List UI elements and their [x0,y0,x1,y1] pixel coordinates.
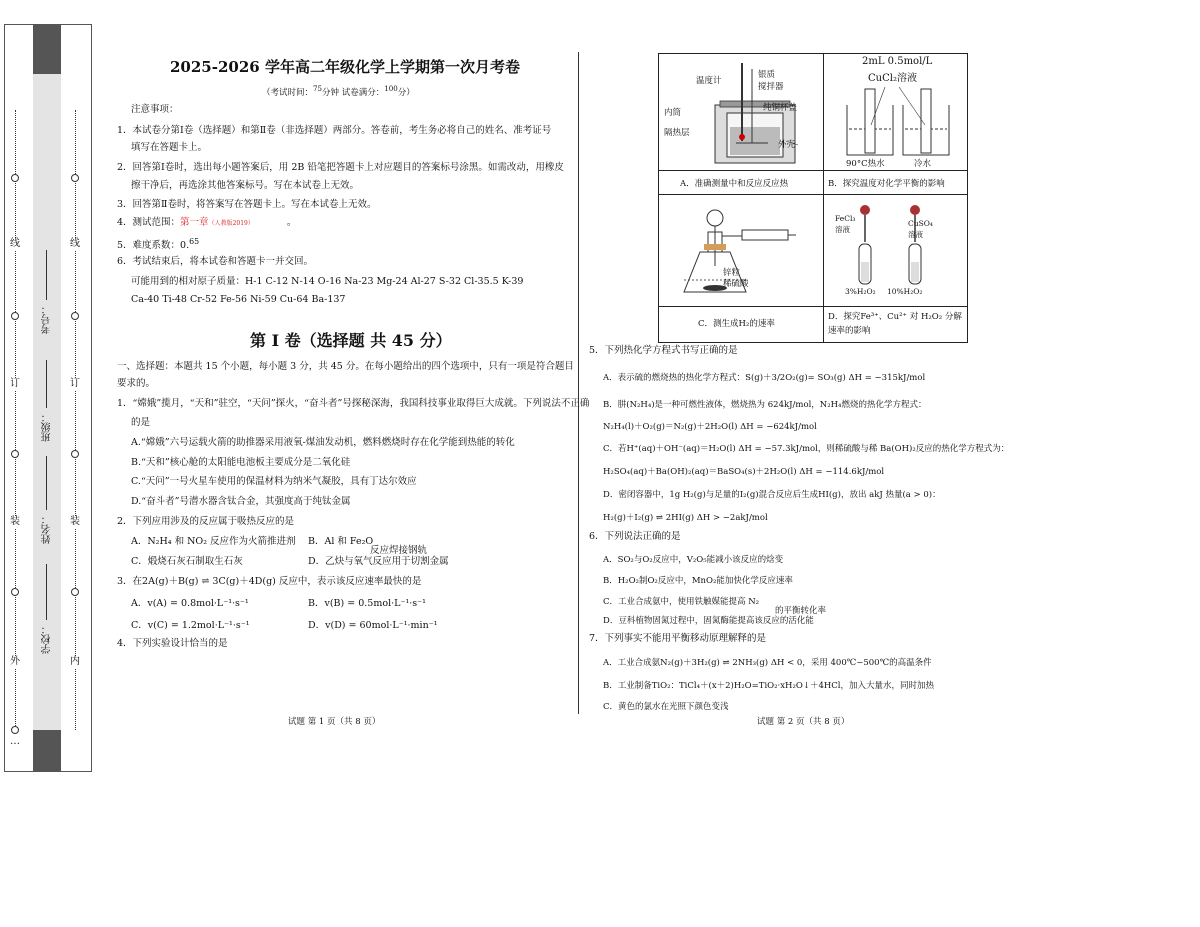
q7-option-c: C．黄色的氯水在光照下颜色变浅 [603,702,729,712]
note-5 [117,236,199,252]
field-name-label: 姓名： [42,514,53,544]
label-h2o2-3pct: 3%H₂O₂ [845,287,876,296]
calorimeter-diagram [660,55,822,169]
field-school-line[interactable] [46,564,47,620]
label-lid: 纯铜杯盖 [763,103,798,113]
q5-option-d-equation: H₂(g)＋I₂(g) ⇌ 2HI(g) ΔH > −2akJ/mol [603,513,768,523]
q5-option-a: A．表示硫的燃烧热的热化学方程式：S(g)＋3/2O₂(g)= SO₃(g) ΔH = −315kJ/mol [603,373,926,383]
note-4-range-small: （人教版2019） [208,220,251,227]
label-cuso4-solution: 溶液 [908,230,923,239]
q7-option-a: A．工业合成氨N₂(g)＋3H₂(g) ⇌ 2NH₃(g) ΔH < 0，采用 400℃~500℃的高温条件 [603,658,932,668]
field-class-label: 班级： [42,412,53,442]
bind-hole-7 [71,312,79,320]
q3-option-b: B．v(B) = 0.5mol·L⁻¹·s⁻¹ [308,598,426,609]
q2-option-b-cont: 反应焊接钢轨 [370,545,428,556]
q1-option-a: A.“嫦娥”六号运载火箭的助推器采用液氧-煤油发动机，燃料燃烧时存在化学能到热能的转化 [131,437,515,448]
q6-option-b: B．H₂O₂制O₂反应中，MnO₂能加快化学反应速率 [603,576,793,586]
exam-score-end: 分） [397,87,415,98]
calorimeter-liquid [730,127,780,155]
label-stirrer-2: 搅拌器 [758,82,784,92]
notes-heading: 注意事项： [131,104,179,115]
table-rule-1 [658,170,968,171]
option-b-caption: B．探究温度对化学平衡的影响 [828,179,945,189]
bind-hole-1 [11,174,19,182]
q5-option-b-equation: N₂H₄(l)＋O₂(g)＝N₂(g)＋2H₂O(l) ΔH = −624kJ/mol [603,422,817,432]
note-4-label: 4．测试范围： [117,217,181,228]
exam-score: 100 [384,84,398,93]
label-zinc: 锌粒 [723,268,741,278]
q5-option-d: D．密闭容器中，1g H₂(g)与足量的I₂(g)混合反应后生成HI(g)，放出 akJ 热量(a > 0)： [603,490,941,500]
inner-label-order: 订 [70,378,80,389]
section-intro-2: 要求的。 [117,378,156,389]
field-name-line[interactable] [46,456,47,510]
label-dilute-acid: 稀硫酸 [723,279,749,289]
q1-option-c: C.“天问”一号火星车使用的保温材料为纳米气凝胶，具有丁达尔效应 [131,476,417,487]
table-rule-2 [658,194,968,195]
q6-option-c-cont: 的平衡转化率 [775,606,827,616]
option-a-caption: A．准确测量中和反应反应热 [680,179,789,189]
label-inner-cup: 内筒 [664,108,682,118]
label-hot-water: 90°C热水 [846,159,885,169]
outer-cut-line [15,110,16,730]
label-fecl3: FeCl₃ [835,214,856,223]
inner-label-in: 内 [70,656,80,667]
column-divider [578,52,579,714]
exam-title: 2025-2026 学年高二年级化学上学期第一次月考卷 [170,58,520,76]
bind-hole-8 [71,450,79,458]
q5-option-c-equation: H₂SO₄(aq)＋Ba(OH)₂(aq)＝BaSO₄(s)＋2H₂O(l) ΔH = −114.6kJ/mol [603,467,885,477]
q2-option-c: C．煅烧石灰石制取生石灰 [131,556,243,567]
q2-stem: 2．下列应用涉及的反应属于吸热反应的是 [117,516,295,527]
outer-label-order: 订 [10,378,20,389]
inner-label-line: 线 [70,238,80,249]
q5-option-c: C．若H⁺(aq)＋OH⁻(aq)＝H₂O(l) ΔH = −57.3kJ/mol，则稀硫酸与稀 Ba(OH)₂反应的热化学方程式为： [603,444,1010,454]
field-exam-id-line[interactable] [46,250,47,300]
binding-dark-block-bottom [33,730,61,772]
atomic-masses-1: 可能用到的相对原子质量：H-1 C-12 N-14 O-16 Na-23 Mg-24 Al-27 S-32 Cl-35.5 K-39 [131,276,524,287]
q1-option-b: B.“天和”核心舱的太阳能电池板主要成分是二氧化硅 [131,457,351,468]
bind-hole-3 [11,450,19,458]
table-rule-3 [658,306,968,307]
q4-stem: 4．下列实验设计恰当的是 [117,638,228,649]
q5-stem: 5．下列热化学方程式书写正确的是 [589,345,738,356]
note-5-value: 65 [189,237,200,246]
q7-stem: 7．下列事实不能用平衡移动原理解释的是 [589,633,767,644]
bind-hole-9 [71,588,79,596]
label-shell: 外壳 [778,140,796,150]
section-intro-1: 一、选择题：本题共 15 个小题，每小题 3 分，共 45 分。在每小题给出的四个选项中，只有一项是符合题目 [117,361,574,372]
note-3: 3．回答第Ⅱ卷时，将答案写在答题卡上。写在本试卷上无效。 [117,199,377,210]
q2-option-b: B．Al 和 Fe₂O [308,536,374,547]
exam-time: 75 [313,84,323,93]
table-vertical-rule [823,53,824,343]
bind-hole-5 [11,726,19,734]
dropping-funnel [707,210,723,226]
note-1b: 填写在答题卡上。 [131,142,208,153]
q3-option-a: A．v(A) = 0.8mol·L⁻¹·s⁻¹ [131,598,249,609]
note-1: 1．本试卷分第Ⅰ卷（选择题）和第Ⅱ卷（非选择题）两部分。答卷前，考生务必将自己的姓名、准考证号 [117,125,552,136]
label-cucl2: CuCl₂溶液 [868,73,917,84]
q2-option-a: A．N₂H₄ 和 NO₂ 反应作为火箭推进剂 [131,536,296,547]
q6-stem: 6．下列说法正确的是 [589,531,681,542]
stopper [704,244,726,250]
option-d-caption-1: D．探究Fe³⁺、Cu²⁺ 对 H₂O₂ 分解 [828,312,962,322]
q5-option-b: B．肼(N₂H₄)是一种可燃性液体，燃烧热为 624kJ/mol，N₂H₄燃烧的热化学方程式： [603,400,927,410]
label-insulation: 隔热层 [664,128,690,138]
option-c-caption: C．测生成H₂的速率 [698,319,775,329]
page1-footer: 试题 第 1 页（共 8 页） [288,717,381,727]
dropper-bulb-fe [860,205,870,215]
bind-hole-6 [71,174,79,182]
q6-option-d: D．豆科植物固氮过程中，固氮酶能提高该反应的活化能 [603,616,814,626]
q3-option-c: C．v(C) = 1.2mol·L⁻¹·s⁻¹ [131,620,250,631]
label-stirrer-1: 银质 [758,70,776,80]
q7-option-b: B．工业制备TiO₂：TiCl₄＋(x＋2)H₂O=TiO₂·xH₂O↓＋4HCl，加入大量水，同时加热 [603,681,934,691]
label-cold-water: 冷水 [914,159,932,169]
outer-label-line: 线 [10,238,20,249]
binding-dark-block-top [33,24,61,74]
note-2: 2．回答第Ⅰ卷时，选出每小题答案后，用 2B 铅笔把答题卡上对应题目的答案标号涂黑。如需改动，用橡皮 [117,162,564,173]
note-4-range: 第一章 [180,217,209,228]
bind-hole-2 [11,312,19,320]
bind-hole-4 [11,588,19,596]
tube-fe-liquid [861,262,869,282]
label-thermometer: 温度计 [696,76,722,86]
label-fecl3-solution: 溶液 [835,225,850,234]
q1-option-d: D.“奋斗者”号潜水器含钛合金，其强度高于纯钛金属 [131,496,351,507]
option-d-caption-2: 速率的影响 [828,326,871,336]
dropper-bulb-cu [910,205,920,215]
note-2b: 擦干净后，再选涂其他答案标号。写在本试卷上无效。 [131,180,360,191]
q1-stem: 1．“嫦娥”揽月，“天和”驻空，“天问”探火，“奋斗者”号探秘深海，我国科技事业取得巨大成就。下列说法不正确 [117,398,590,409]
atomic-masses-2: Ca-40 Ti-48 Cr-52 Fe-56 Ni-59 Cu-64 Ba-137 [131,294,346,305]
inner-label-fold: 装 [70,516,80,527]
q3-stem: 3．在2A(g)＋B(g) ⇌ 3C(g)＋4D(g) 反应中，表示该反应速率最快的是 [117,576,422,587]
page2-footer: 试题 第 2 页（共 8 页） [757,717,850,727]
label-h2o2-10pct: 10%H₂O₂ [887,287,923,296]
tube-cu-liquid [911,262,919,282]
outer-label-fold: 装 [10,516,20,527]
field-class-line[interactable] [46,360,47,408]
test-tube-hot [865,89,875,153]
gas-syringe [742,230,788,240]
note-4 [117,217,296,230]
label-cuso4: CuSO₄ [908,219,933,228]
exam-info [262,84,415,98]
outer-label-out: 外 [10,656,20,667]
q6-option-c: C．工业合成氨中，使用铁触媒能提高 N₂ [603,597,760,607]
q2-option-d: D．乙炔与氧气反应用于切割金属 [308,556,449,567]
field-exam-id-label: 考号： [42,304,53,334]
exam-time-unit: 分钟 试卷满分： [322,87,385,98]
note-6: 6．考试结束后，将本试卷和答题卡一并交回。 [117,256,314,267]
label-concentration: 2mL 0.5mol/L [862,56,933,67]
q6-option-a: A．SO₂与O₂反应中，V₂O₅能减小该反应的焓变 [603,555,784,565]
note-5-label: 5．难度系数：0. [117,240,190,252]
thermometer-bulb [739,134,745,140]
q1-stem-b: 的是 [131,417,151,428]
field-school-label: 学校： [42,624,53,654]
q3-option-d: D．v(D) = 60mol·L⁻¹·min⁻¹ [308,620,438,631]
inner-cut-line [75,110,76,730]
exam-info-prefix: （考试时间： [262,87,314,98]
section-title: 第 I 卷（选择题 共 45 分） [250,331,452,350]
outer-dots: … [10,736,20,747]
note-4-end: 。 [286,217,297,228]
